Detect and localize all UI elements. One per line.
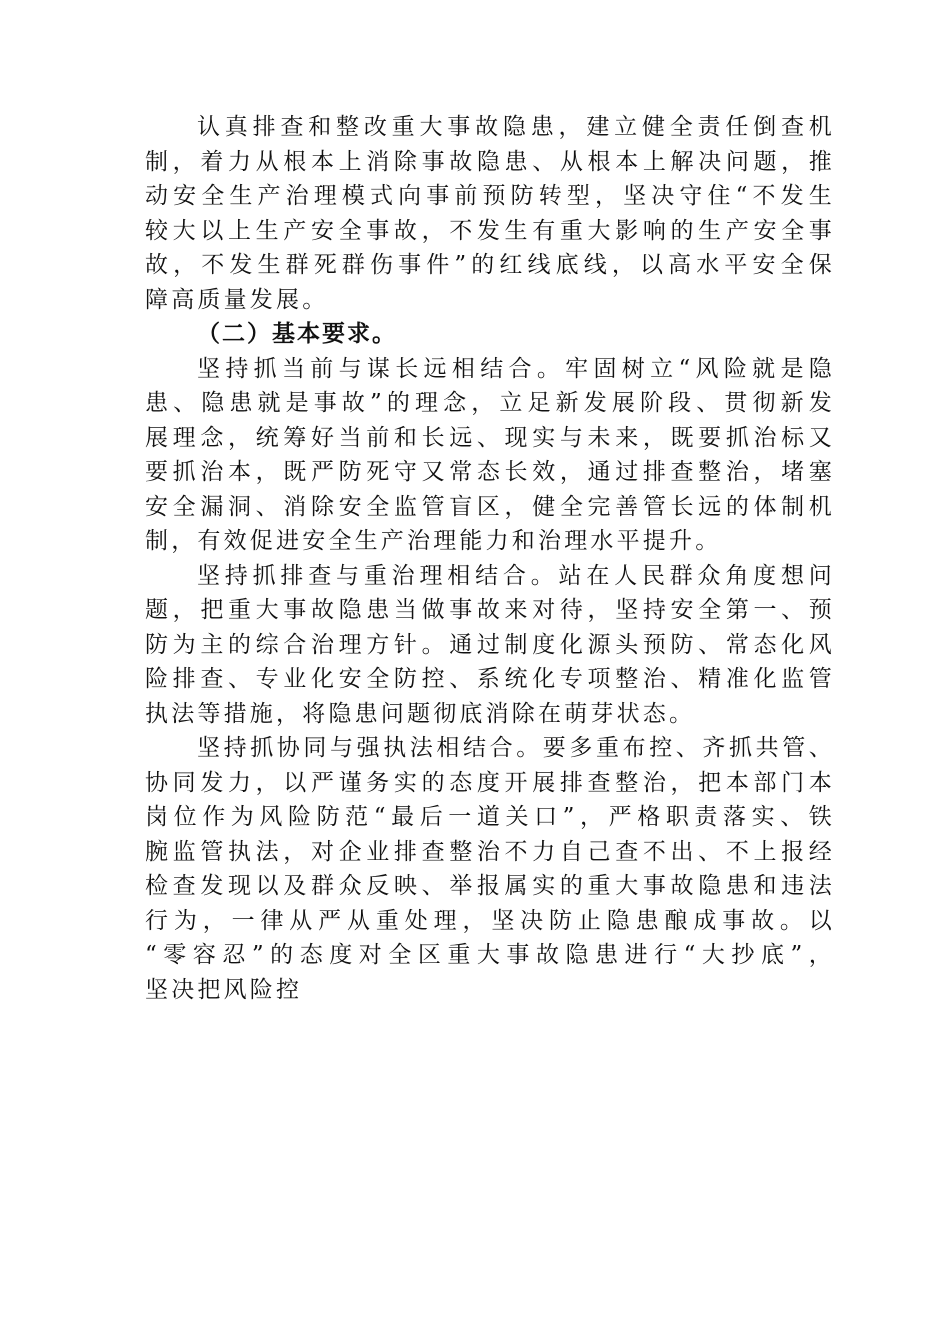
paragraph-4 [145,731,835,1007]
paragraph-line: 坚持抓当前与谋长远相结合。牢固树立“风险就是隐 [197,355,835,382]
paragraph-line: 认真排查和整改重大事故隐患，建立健全责任倒查机 [197,114,835,140]
paragraph-line: 坚持抓排查与重治理相结合。站在人民群众角度想问 [197,562,835,589]
paragraph-line: 故，不发生群死群伤事件”的红线底线，以高水平安全保 [145,252,835,278]
paragraph-line: “零容忍”的态度对全区重大事故隐患进行“大抄底”， [145,942,835,968]
document-body [145,110,835,1007]
paragraph-line: 腕监管执法，对企业排查整治不力自己查不出、不上报经 [145,838,835,865]
paragraph-line: 协同发力，以严谨务实的态度开展排查整治，把本部门本 [145,769,835,796]
paragraph-line: 执法等措施，将隐患问题彻底消除在萌芽状态。 [145,700,696,727]
paragraph-line: 检查发现以及群众反映、举报属实的重大事故隐患和违法 [145,873,835,899]
paragraph-1 [145,110,835,317]
paragraph-line: 患、隐患就是事故”的理念，立足新发展阶段、贯彻新发 [145,390,835,416]
paragraph-line: 安全漏洞、消除安全监管盲区，健全完善管长远的体制机 [145,493,835,520]
paragraph-line: 坚决把风险控 [145,976,303,1003]
paragraph-line: 动安全生产治理模式向事前预防转型，坚决守住“不发生 [145,183,835,209]
paragraph-line: 障高质量发展。 [145,286,329,313]
section-heading: （二）基本要求。 [197,320,397,347]
paragraph-line: 坚持抓协同与强执法相结合。要多重布控、齐抓共管、 [197,735,835,761]
paragraph-line: 防为主的综合治理方针。通过制度化源头预防、常态化风 [145,631,835,658]
paragraph-line: 行为，一律从严从重处理，坚决防止隐患酿成事故。以 [145,907,835,934]
paragraph-line: 制，有效促进安全生产治理能力和治理水平提升。 [145,528,722,554]
paragraph-3 [145,559,835,732]
paragraph-line: 岗位作为风险防范“最后一道关口”，严格职责落实、铁 [145,804,835,830]
paragraph-line: 要抓治本，既严防死守又常态长效，通过排查整治，堵塞 [145,459,835,485]
paragraph-line: 制，着力从根本上消除事故隐患、从根本上解决问题，推 [145,148,835,175]
paragraph-line: 险排查、专业化安全防控、系统化专项整治、精准化监管 [145,666,835,692]
paragraph-line: 较大以上生产安全事故，不发生有重大影响的生产安全事 [145,217,835,244]
paragraph-2 [145,352,835,559]
paragraph-line: 展理念，统筹好当前和长远、现实与未来，既要抓治标又 [145,424,835,451]
paragraph-line: 题，把重大事故隐患当做事故来对待，坚持安全第一、预 [145,597,835,623]
